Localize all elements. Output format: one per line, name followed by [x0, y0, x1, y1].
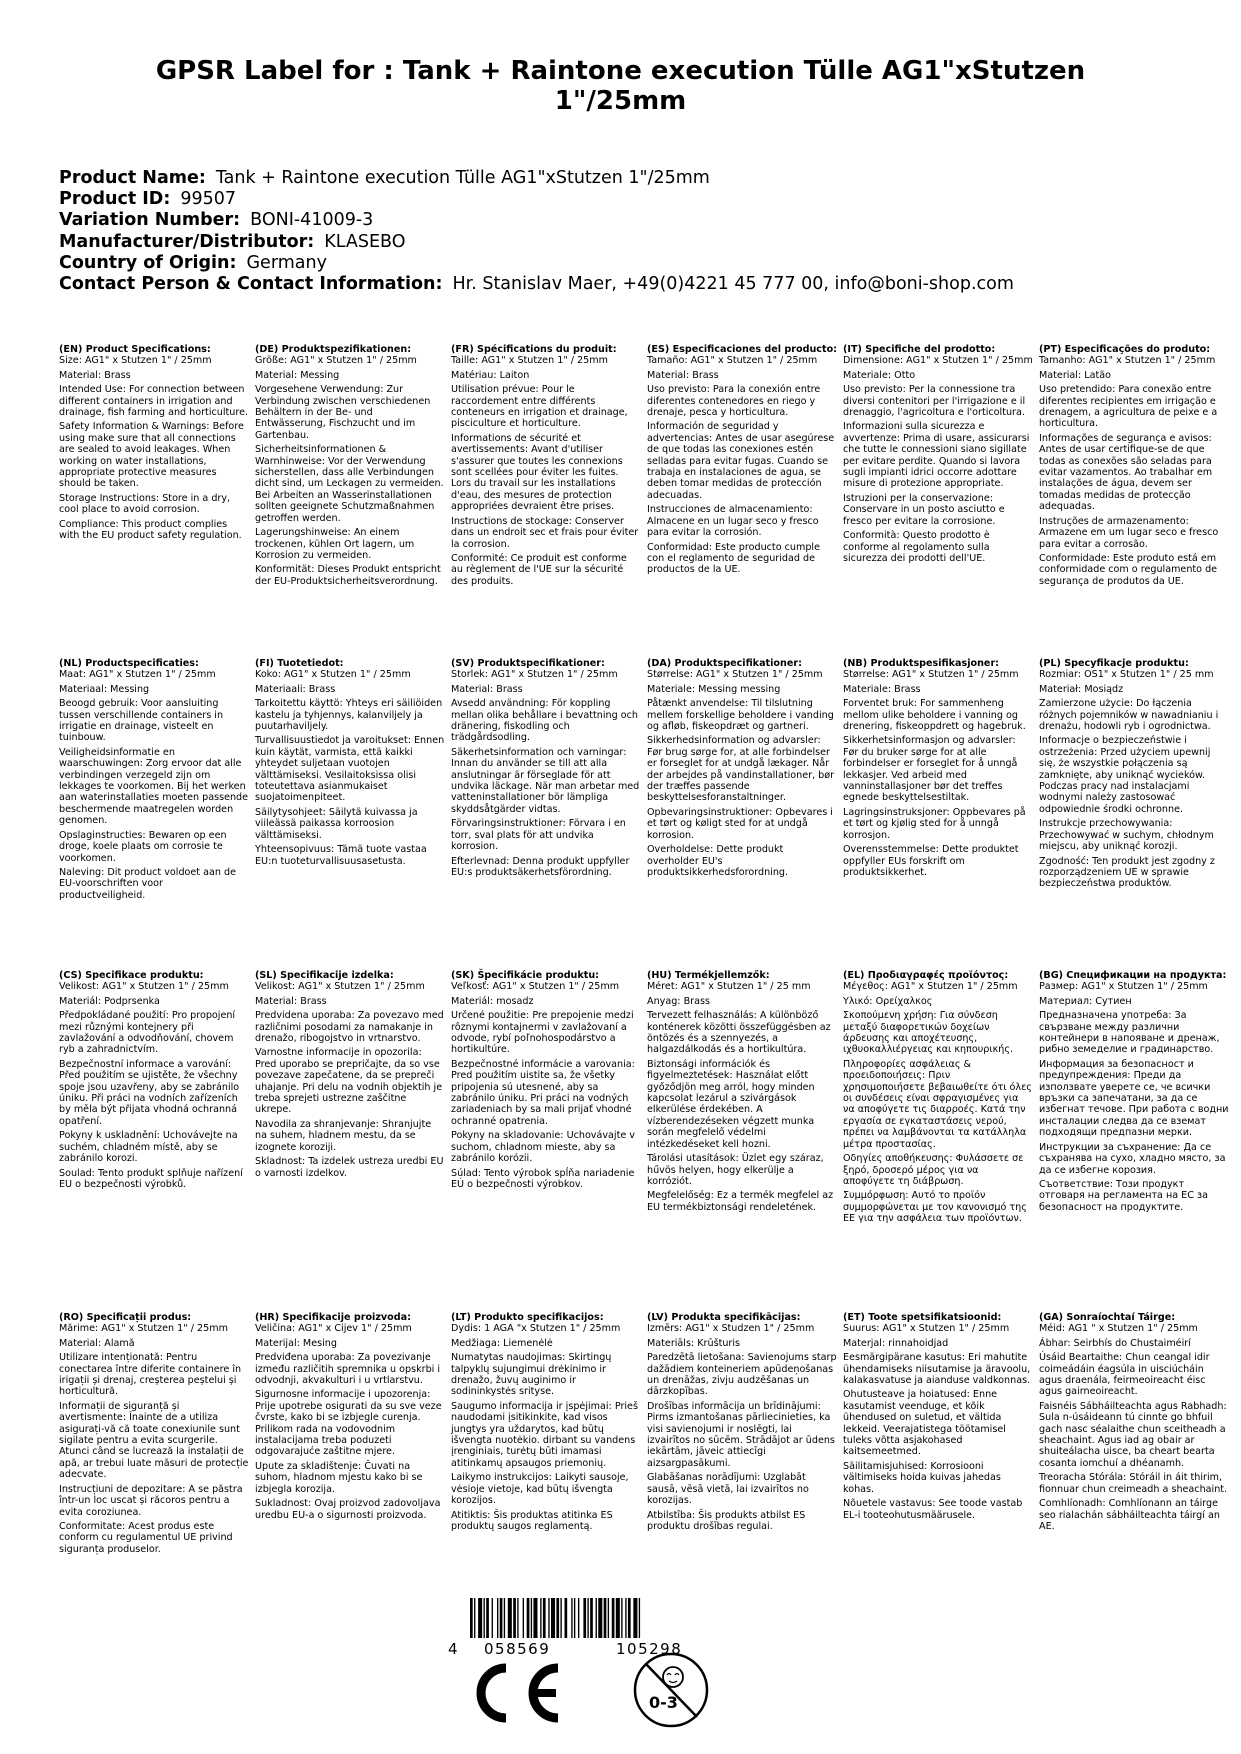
spec-section-heading: (IT) Specifiche del prodotto:: [843, 344, 996, 355]
spec-section: [843, 658, 1033, 881]
spec-section-text: Megfelelőség: Ez a termék megfelel az EU termékbiztonsági rendeletének.: [647, 1190, 834, 1213]
spec-section-text: Bezpečnostné informácie a varovania: Pred použitím uistite sa, že všetky pripojenia sú utesnené, aby sa zabránilo úniku. Pri práci na vodných zariadeniach by sa mali prijať vhodné ochranné opatrenia.: [451, 1058, 635, 1127]
spec-section-text: Lagringsinstruksjoner: Oppbevares på et tørt og kjølig sted for å unngå korrosjon.: [843, 806, 1026, 841]
spec-section-heading: (SK) Špecifikácie produktu:: [451, 970, 600, 981]
spec-section-text: Navodila za shranjevanje: Shranjujte na suhem, hladnem mestu, da se izognete koroziji.: [255, 1118, 432, 1153]
spec-section-text: Eesmärgipärane kasutus: Eri mahutite ühendamiseks niisutamise ja äravoolu, kalakasvatuse ja aianduse valdkonnas.: [843, 1352, 1031, 1387]
spec-section: [647, 970, 837, 1216]
barcode-bar: [560, 1598, 561, 1638]
spec-section-heading: (LT) Produkto specifikacijos:: [451, 1312, 604, 1323]
spec-section-heading: (NB) Produktspesifikasjoner:: [843, 658, 1000, 669]
spec-section: [647, 1312, 837, 1535]
spec-section-heading: (RO) Specificații produs:: [59, 1312, 192, 1323]
spec-section-heading: (HR) Specifikacije proizvoda:: [255, 1312, 411, 1323]
spec-section-text: Turvallisuustiedot ja varoitukset: Ennen kuin käytät, varmista, että kaikki yhteydet suljetaan vuotojen välttämiseksi. Vesilaitoksissa olisi toteutettava asianmukaiset suojatoimenpiteet.: [255, 735, 445, 804]
spec-section-text: Инструкции за съхранение: Да се съхранява на сухо, хладно място, за да се избегне корозия.: [1039, 1141, 1226, 1176]
spec-section: [843, 344, 1033, 567]
barcode-bar: [590, 1598, 593, 1638]
spec-section-text: Storage Instructions: Store in a dry, cool place to avoid corrosion.: [59, 492, 231, 516]
spec-section: [59, 344, 249, 545]
page-title: GPSR Label for : Tank + Raintone execution Tülle AG1"xStutzen 1"/25mm: [155, 56, 1086, 116]
spec-section-text: Veličina: AG1" x Cijev 1" / 25mm: [255, 1323, 412, 1335]
spec-section-heading: (PL) Specyfikacje produktu:: [1039, 658, 1189, 669]
barcode-bar: [578, 1598, 579, 1638]
spec-section-text: Υλικό: Ορείχαλκος: [843, 995, 933, 1007]
barcode-bar: [527, 1598, 530, 1638]
barcode-bar: [574, 1598, 575, 1638]
spec-section-text: Οδηγίες αποθήκευσης: Φυλάσσετε σε ξηρό, δροσερό μέρος για να αποφύγετε τη διάβρωση.: [843, 1153, 1024, 1187]
spec-section-text: Lagerungshinweise: An einem trockenen, kühlen Ort lagern, um Korrosion zu vermeiden.: [255, 527, 415, 561]
barcode-bar: [508, 1598, 512, 1638]
spec-section-text: Izmērs: AG1" x Studzen 1" / 25mm: [647, 1323, 815, 1335]
spec-section: [451, 344, 641, 590]
spec-section-text: Material: Brass: [255, 995, 327, 1007]
spec-section-heading: (SL) Specifikacije izdelka:: [255, 970, 394, 981]
spec-section-text: Sikkerhedsinformation og advarsler: Før brug sørge for, at alle forbindelser er forseglet for at undgå lækager. Når der arbejdes på vandinstallationer, bør der træffes passende beskyttelsesforanstaltninger.: [647, 735, 835, 804]
spec-section-text: Uso previsto: Per la connessione tra diversi contenitori per l'irrigazione e il drenaggio, l'agricoltura e l'orticoltura.: [843, 384, 1026, 419]
spec-section-text: Úsáid Beartaithe: Chun ceangal idir coimeádáin éagsúla in uisciúcháin agus draenála, feirmeoireacht éisc agus gairneoireacht.: [1039, 1352, 1210, 1398]
spec-section-text: Materiál: Podprsenka: [59, 995, 160, 1007]
spec-section: [647, 658, 837, 881]
spec-section-text: Σκοπούμενη χρήση: Για σύνδεση μεταξύ διαφορετικών δοχείων άρδευσης και αποχέτευσης, ιχθυοκαλλιέργειας και κηπουρικής.: [843, 1010, 1014, 1056]
spec-section-text: Intended Use: For connection between different containers in irrigation and drainage, fish farming and horticulture.: [59, 384, 249, 419]
spec-section-text: Materijal: Mesing: [255, 1337, 337, 1349]
barcode-bar: [587, 1598, 588, 1638]
spec-section-text: Materiaal: Messing: [59, 683, 150, 695]
spec-section-text: Uso pretendido: Para conexão entre diferentes recipientes em irrigação e drenagem, a agricultura de peixe e a horticultura.: [1039, 384, 1218, 430]
spec-section-text: Numatytas naudojimas: Skirtingų talpyklų sujungimui drėkinimo ir drenažo, žuvų auginimo ir sodininkystės srityse.: [451, 1352, 612, 1398]
spec-section-text: Material: Messing: [255, 369, 340, 381]
spec-section-text: Conformitate: Acest produs este conform cu regulamentul UE privind siguranța produselor.: [59, 1520, 233, 1555]
spec-section-text: Vorgesehene Verwendung: Zur Verbindung zwischen verschiedenen Behältern in der Be- und Entwässerung, Fischzucht und im Gartenbau.: [255, 384, 431, 441]
spec-section-text: Size: AG1" x Stutzen 1" / 25mm: [59, 355, 212, 367]
barcode-bar: [598, 1598, 602, 1638]
spec-section-heading: (FI) Tuotetiedot:: [255, 658, 344, 669]
spec-section-text: Förvaringsinstruktioner: Förvara i en torr, sval plats för att undvika korrosion.: [451, 818, 626, 853]
spec-section-text: Materiaali: Brass: [255, 683, 336, 695]
info-row-product-name: Product Name: Tank + Raintone execution Tülle AG1"xStutzen 1"/25mm: [59, 168, 710, 188]
spec-section: [843, 970, 1033, 1228]
spec-section-text: Biztonsági információk és figyelmeztetések: Használat előtt győződjön meg arról, hogy minden kapcsolat lezárul a szivárgások elkerülése érdekében. A vízberendezéseken végzett munka során megfelelő védelmi intézkedéseket kell hozni.: [647, 1058, 815, 1150]
spec-section-text: Información de seguridad y advertencias: Antes de usar asegúrese de que todas las conexiones estén selladas para evitar fugas. Cuando se trabaja en instalaciones de agua, se deben tomar medidas de protección adecuadas.: [647, 421, 835, 501]
spec-section-text: Conformidad: Este producto cumple con el reglamento de seguridad de productos de la UE.: [647, 541, 820, 576]
spec-section-text: Tarkoitettu käyttö: Yhteys eri säiliöiden kastelu ja tyhjennys, kalanviljely ja puutarhaviljely.: [255, 698, 443, 733]
spec-section-text: Medžiaga: Liemenėlė: [451, 1337, 553, 1349]
spec-section: [255, 658, 445, 870]
spec-section-text: Méret: AG1" x Stutzen 1" / 25 mm: [647, 981, 811, 993]
spec-section-text: Instrucțiuni de depozitare: A se păstra într-un loc uscat și răcoros pentru a evita coroziunea.: [59, 1483, 243, 1518]
spec-section-text: Soulad: Tento produkt splňuje nařízení EU o bezpečnosti výrobků.: [59, 1167, 243, 1190]
spec-section-text: Efterlevnad: Denna produkt uppfyller EU:s produktsäkerhetsförordning.: [451, 855, 630, 878]
spec-section-text: Størrelse: AG1" x Stutzen 1" / 25mm: [843, 669, 1019, 681]
spec-section-text: Ábhar: Seirbhís do Chustaiméirí: [1039, 1337, 1191, 1349]
barcode-bar: [484, 1598, 485, 1638]
spec-section-heading: (SV) Produktspecifikationer:: [451, 658, 605, 669]
spec-section-text: Material: Latão: [1039, 369, 1111, 381]
spec-section-heading: (DE) Produktspezifikationen:: [255, 344, 412, 355]
spec-section-text: Veiligheidsinformatie en waarschuwingen: Zorg ervoor dat alle verbindingen verzegeld zijn om lekkages te voorkomen. Bij het werken aan waterinstallaties moeten passende beschermende maatregelen worden genomen.: [59, 746, 249, 827]
spec-section-text: Conformità: Questo prodotto è conforme al regolamento sulla sicurezza dei prodotti dell'UE.: [843, 530, 990, 564]
spec-section-text: Sigurnosne informacije i upozorenja: Prije upotrebe osigurati da su sve veze čvrste, kako bi se izbjegle curenja. Prilikom rada na vodovodnim instalacijama treba poduzeti odgovarajuće zaštitne mjere.: [255, 1389, 442, 1458]
spec-section-heading: (FR) Spécifications du produit:: [451, 344, 617, 355]
spec-section-text: Safety Information & Warnings: Before using make sure that all connections are sealed to avoid leakages. When working on water installations, appropriate protective measures should be taken.: [59, 421, 244, 490]
spec-section-text: Compliance: This product complies with the EU product safety regulation.: [59, 518, 242, 542]
barcode-bar: [571, 1598, 572, 1638]
barcode-bar: [531, 1598, 532, 1638]
spec-section-heading: (EN) Product Specifications:: [59, 344, 211, 355]
spec-section-text: Velikost: AG1" x Stutzen 1" / 25mm: [255, 981, 425, 993]
spec-section-text: Sicherheitsinformationen & Warnhinweise: Vor der Verwendung sicherstellen, dass alle Verbindungen dicht sind, um Leckagen zu vermeiden. Bei Arbeiten an Wasserinstallationen sollten geeignete Schutzmaßnahmen getroffen werden.: [255, 444, 444, 524]
spec-section-text: Informazioni sulla sicurezza e avvertenze: Prima di usare, assicurarsi che tutte le connessioni siano sigillate per evitare perdite. Quando si lavora sugli impianti idrici occorre adottare misure di protezione appropriate.: [843, 421, 1030, 490]
spec-section-text: Predviđena uporaba: Za povezivanje između različitih spremnika u opskrbi i odvodnji, akvakulturi i u vrtlarstvu.: [255, 1352, 441, 1387]
spec-section-heading: (NL) Productspecificaties:: [59, 658, 199, 669]
spec-section-text: Velikost: AG1" x Stutzen 1" / 25mm: [59, 981, 229, 993]
spec-section-text: Bezpečnostní informace a varování: Před použitím se ujistěte, že všechny spoje jsou uzavřeny, aby se zabránilo úniku. Při práci na vodních zařízeních by měla být přijata vhodná ochranná opatření.: [59, 1058, 240, 1127]
barcode-bar: [470, 1598, 473, 1638]
spec-section-text: Tamaño: AG1" x Stutzen 1" / 25mm: [647, 355, 818, 367]
spec-section-text: Matériau: Laiton: [451, 369, 530, 381]
spec-section-text: Beoogd gebruik: Voor aansluiting tussen verschillende containers in irrigatie en drainage, visteelt en tuinbouw.: [59, 698, 224, 744]
spec-section-text: Størrelse: AG1" x Stutzen 1" / 25mm: [647, 669, 823, 681]
spec-section-text: Informações de segurança e avisos: Antes de usar certifique-se de que todas as conexões são seladas para evitar vazamentos. Ao trabalhar em instalações de água, devem ser tomadas medidas de protecção adequadas.: [1039, 432, 1213, 513]
spec-section-text: Predvidena uporaba: Za povezavo med različnimi posodami za namakanje in drenažo, ribogojstvo in vrtnarstvo.: [255, 1010, 444, 1045]
spec-section-text: Информация за безопасност и предупреждения: Преди да използвате уверете се, че всички връзки са запечатани, за да се избегнат течове. При работа с водни инсталации следва да се вземат подходящи предпазни мерки.: [1039, 1058, 1229, 1139]
spec-section-text: Conformidade: Este produto está em conformidade com o regulamento de segurança de produtos da UE.: [1039, 552, 1218, 587]
spec-section-text: Zamierzone użycie: Do łączenia różnych pojemników w nawadnianiu i drenażu, hodowli ryb i ogrodnictwa.: [1039, 698, 1219, 733]
spec-section-text: Nõuetele vastavus: See toode vastab EL-i tooteohutusmäärusele.: [843, 1498, 1023, 1521]
barcode-bar: [596, 1598, 597, 1638]
spec-section-text: Предназначена употреба: За свързване между различни контейнери в напояване и дренаж, рибно земеделие и градинарство.: [1039, 1010, 1220, 1056]
spec-section-text: Rozmiar: OS1" x Stutzen 1" / 25 mm: [1039, 669, 1214, 681]
barcode-bar: [513, 1598, 516, 1638]
spec-section-text: Avsedd användning: För koppling mellan olika behållare i bevattning och dränering, fiskodling och trädgårdsodling.: [451, 698, 638, 744]
spec-section-heading: (ES) Especificaciones del producto:: [647, 344, 838, 355]
barcode-bar: [474, 1598, 475, 1638]
spec-section-heading: (BG) Спецификации на продукта:: [1039, 970, 1227, 981]
spec-section-heading: (PT) Especificações do produto:: [1039, 344, 1211, 355]
spec-section: [255, 1312, 445, 1524]
spec-section-text: Opbevaringsinstruktioner: Opbevares i et tørt og køligt sted for at undgå korrosion.: [647, 806, 833, 841]
spec-section-text: Suurus: AG1" x Stutzen 1" / 25mm: [843, 1323, 1010, 1335]
spec-section-text: Instructions de stockage: Conserver dans un endroit sec et frais pour éviter la corrosion.: [451, 515, 639, 550]
spec-section-text: Material: Brass: [647, 369, 719, 381]
spec-section-text: Storlek: AG1" x Stutzen 1" / 25mm: [451, 669, 618, 681]
spec-section-text: Treoracha Stórála: Stóráil in áit thirim, fionnuar chun creimeadh a sheachaint.: [1039, 1472, 1228, 1495]
spec-section-text: Dimensione: AG1" x Stutzen 1" / 25mm: [843, 355, 1033, 367]
spec-section-text: Istruzioni per la conservazione: Conservare in un posto asciutto e fresco per evitare la corrosione.: [843, 492, 1005, 527]
age-warning-text: 0-3: [649, 1693, 678, 1712]
spec-section-text: Materjal: rinnahoidjad: [843, 1337, 949, 1349]
spec-section-text: Overensstemmelse: Dette produktet oppfyller EUs forskrift om produktsikkerhet.: [843, 844, 1019, 878]
spec-section-text: Předpokládané použití: Pro propojení mezi různými kontejnery při zavlažování a odvodňování, chovem ryb a zahradnictvím.: [59, 1010, 236, 1056]
barcode: [448, 1598, 720, 1658]
barcode-bar: [616, 1598, 620, 1638]
barcode-bar: [633, 1598, 637, 1638]
spec-section-text: Instrukcje przechowywania: Przechowywać w suchym, chłodnym miejscu, aby uniknąć korozji.: [1039, 818, 1214, 853]
spec-section-text: Instrucciones de almacenamiento: Almacene en un lugar seco y fresco para evitar la corrosión.: [647, 504, 819, 539]
info-row-variation-number: Variation Number: BONI-41009-3: [59, 210, 374, 231]
spec-section-text: Zgodność: Ten produkt jest zgodny z rozporządzeniem UE w sprawie bezpieczeństwa produktów.: [1039, 855, 1215, 890]
spec-section: [451, 658, 641, 881]
barcode-bar: [612, 1598, 615, 1638]
ce-mark-icon: [458, 1660, 568, 1726]
spec-section: [1039, 970, 1229, 1216]
spec-section-text: Съответствие: Този продукт отговаря на регламента на ЕС за безопасност на продуктите.: [1039, 1178, 1208, 1213]
spec-section-heading: (ET) Toote spetsifikatsioonid:: [843, 1312, 1002, 1323]
barcode-bar: [504, 1598, 505, 1638]
spec-section-text: Размер: AG1" x Stutzen 1" / 25mm: [1039, 981, 1208, 993]
barcode-bar: [492, 1598, 493, 1638]
spec-section-text: Faisnéis Sábháilteachta agus Rabhadh: Sula n-úsáideann tú cinnte go bhfuil gach nasc séalaithe chun sceitheadh a sheachaint. Agus iad ag obair ar shuiteálacha uisce, ba cheart bearta cosanta iomchuí a dhéanamh.: [1039, 1400, 1227, 1469]
spec-section: [451, 970, 641, 1193]
spec-section-text: Säilytysohjeet: Säilytä kuivassa ja viileässä paikassa korroosion välttämiseksi.: [255, 806, 418, 841]
spec-section-text: Informations de sécurité et avertissements: Avant d'utiliser s'assurer que toutes les connexions sont scellées pour éviter les fuites. Lors du travail sur les installations d'eau, des mesures de protection appropriées devraient être prises.: [451, 432, 623, 513]
spec-section-text: Saugumo informacija ir įspėjimai: Prieš naudodami įsitikinkite, kad visos jungtys yra uždarytos, kad būtų išvengta nuotėkio. dirbant su vandens įrenginiais, turėtų būti imamasi atitinkamų apsaugos priemonių.: [451, 1400, 638, 1469]
spec-section-text: Informacje o bezpieczeństwie i ostrzeżenia: Przed użyciem upewnij się, że wszystkie połączenia są zamknięte, aby uniknąć wycieków. Podczas pracy nad instalacjami wodnymi należy zastosować odpowiednie środki ochronne.: [1039, 735, 1211, 815]
spec-section-text: Anyag: Brass: [647, 995, 710, 1007]
spec-section: [59, 658, 249, 904]
spec-section: [1039, 1312, 1229, 1535]
spec-section-text: Laikymo instrukcijos: Laikyti sausoje, vėsioje vietoje, kad būtų išvengta korozijos.: [451, 1472, 629, 1507]
barcode-bar: [478, 1598, 482, 1638]
barcode-group-2: 105298: [616, 1640, 683, 1658]
spec-section-text: Varnostne informacije in opozorila: Pred uporabo se prepričajte, da so vse povezave zapečatene, da se prepreči uhajanje. Pri delu na vodnih objektih je treba sprejeti ustrezne zaščitne ukrepe.: [255, 1047, 443, 1116]
spec-section-text: Naleving: Dit product voldoet aan de EU-voorschriften voor productveiligheid.: [59, 866, 236, 901]
spec-section-text: Material: Brass: [451, 683, 523, 695]
info-row-contact: Contact Person & Contact Information: Hr. Stanislav Maer, +49(0)4221 45 777 00, info@boni-shop.com: [59, 274, 1014, 295]
spec-section-text: Glabāšanas norādījumi: Uzglabāt sausā, vēsā vietā, lai izvairītos no korozijas.: [647, 1472, 809, 1507]
spec-section-text: Materiale: Messing messing: [647, 683, 781, 695]
spec-section: [255, 970, 445, 1182]
spec-section-text: Größe: AG1" x Stutzen 1" / 25mm: [255, 355, 417, 367]
barcode-bar: [608, 1598, 609, 1638]
spec-section-text: Material: Alamă: [59, 1337, 135, 1349]
spec-section-heading: (EL) Προδιαγραφές προϊόντος:: [843, 970, 1009, 981]
barcode-bar: [486, 1598, 489, 1638]
spec-section-text: Súlad: Tento výrobok spĺňa nariadenie EÚ o bezpečnosti výrobkov.: [451, 1167, 635, 1190]
spec-section-text: Tamanho: AG1" x Stutzen 1" / 25mm: [1039, 355, 1216, 367]
spec-section-text: Dydis: 1 AGA "x Stutzen 1" / 25mm: [451, 1323, 621, 1335]
spec-section-text: Tárolási utasítások: Üzlet egy száraz, hűvös helyen, hogy elkerülje a korróziót.: [647, 1153, 824, 1187]
spec-section-text: Säkerhetsinformation och varningar: Innan du använder se till att alla anslutningar är förseglade för att undvika läckage. När man arbetar med vatteninstallationer bör lämpliga skyddsåtgärder vidtas.: [451, 746, 640, 815]
barcode-bar: [533, 1598, 537, 1638]
barcode-group-1: 058569: [484, 1640, 551, 1658]
spec-section-text: Pokyny na skladovanie: Uchovávajte v suchom, chladnom mieste, aby sa zabránilo korózii.: [451, 1130, 635, 1165]
spec-section-text: Materiale: Otto: [843, 369, 916, 381]
info-row-manufacturer: Manufacturer/Distributor: KLASEBO: [59, 231, 406, 252]
barcode-bar: [548, 1598, 549, 1638]
spec-section-text: Sikkerhetsinformasjon og advarsler: Før du bruker sørge for at alle forbindelser er forseglet for å unngå lekkasjer. Ved arbeid med vanninstallasjoner bør det treffes egnede beskyttelsestiltak.: [843, 735, 1018, 804]
spec-section-text: Konformität: Dieses Produkt entspricht der EU-Produktsicherheitsverordnung.: [255, 564, 441, 587]
barcode-bar: [540, 1598, 541, 1638]
spec-section: [255, 344, 445, 590]
spec-section-text: Sukladnost: Ovaj proizvod zadovoljava uredbu EU-a o sigurnosti proizvoda.: [255, 1498, 441, 1521]
barcode-bar: [621, 1598, 622, 1638]
spec-section-text: Ohutusteave ja hoiatused: Enne kasutamist veenduge, et kõik ühendused on suletud, et vältida lekkeid. Veerajatistega töötamisel tuleks võtta asjakohased kaitsemeetmed.: [843, 1389, 1006, 1458]
barcode-bar: [556, 1598, 559, 1638]
spec-section-text: Conformité: Ce produit est conforme au règlement de l'UE sur la sécurité des produits.: [451, 552, 627, 587]
spec-section-text: Materiál: mosadz: [451, 995, 534, 1007]
spec-section-text: Πληροφορίες ασφάλειας & προειδοποιήσεις: Πριν χρησιμοποιήσετε βεβαιωθείτε ότι όλες οι συνδέσεις είναι σφραγισμένες για να αποφύγετε τις διαρροές. Κατά την εργασία σε εγκαταστάσεις νερού, πρέπει να λαμβάνονται τα κατάλληλα μέτρα προστασίας.: [843, 1058, 1032, 1150]
spec-section: [843, 1312, 1033, 1524]
barcode-bar: [551, 1598, 555, 1638]
product-info: [59, 168, 1014, 295]
barcode-bar: [583, 1598, 586, 1638]
spec-section: [59, 1312, 249, 1558]
spec-section-text: Tervezett felhasználás: A különböző konténerek közötti összefüggésben az öntözés és a szennyezés, a halgazdálkodás és a hortikultúra.: [647, 1010, 831, 1056]
barcode-bar: [523, 1598, 524, 1638]
barcode-bar: [543, 1598, 546, 1638]
spec-section: [451, 1312, 641, 1535]
spec-section-text: Yhteensopivuus: Tämä tuote vastaa EU:n tuoteturvallisuusasetusta.: [255, 844, 427, 867]
spec-section-heading: (HU) Termékjellemzők:: [647, 970, 770, 981]
age-warning-icon: [631, 1650, 711, 1730]
spec-section-text: Skladnost: Ta izdelek ustreza uredbi EU o varnosti izdelkov.: [255, 1156, 444, 1179]
spec-section-text: Overholdelse: Dette produkt overholder EU's produktsikkerhedsforordning.: [647, 844, 789, 878]
spec-section-text: Maat: AG1" x Stutzen 1" / 25mm: [59, 669, 216, 681]
barcode-bar: [625, 1598, 626, 1638]
spec-section-heading: (LV) Produkta specifikācijas:: [647, 1312, 801, 1323]
barcode-bar: [604, 1598, 607, 1638]
spec-section-text: Påtænkt anvendelse: Til tilslutning mellem forskellige beholdere i vanding og afløb, fiskeopdræt og gartneri.: [647, 698, 834, 733]
spec-section-text: Instruções de armazenamento: Armazene em um lugar seco e fresco para evitar a corrosão.: [1039, 515, 1219, 550]
spec-section-text: Atbilstība: Šis produkts atbilst ES produktu drošības regulai.: [647, 1509, 806, 1532]
spec-section: [1039, 344, 1229, 590]
spec-section-text: Material: Brass: [59, 369, 131, 381]
spec-section-text: Materiāls: Krūšturis: [647, 1337, 741, 1349]
spec-section-text: Utilisation prévue: Pour le raccordement entre différents conteneurs en irrigation et drainage, pisciculture et horticulture.: [451, 384, 628, 430]
info-row-country: Country of Origin: Germany: [59, 252, 327, 273]
spec-section-text: Koko: AG1" x Stutzen 1" / 25mm: [255, 669, 411, 681]
barcode-bar: [497, 1598, 498, 1638]
spec-section-text: Mărime: AG1" x Stutzen 1" / 25mm: [59, 1323, 228, 1335]
spec-section-text: Materiał: Mosiądz: [1039, 683, 1124, 695]
spec-section-text: Comhlíonadh: Comhlíonann an táirge seo rialachán sábháilteachta táirgí an AE.: [1039, 1498, 1220, 1532]
spec-section-text: Upute za skladištenje: Čuvati na suhom, hladnom mjestu kako bi se izbjegla korozija.: [255, 1460, 423, 1495]
spec-section: [647, 344, 837, 579]
spec-section-text: Utilizare intenționată: Pentru conectarea între diferite containere în irigații și drenaj, creșterea peștelui și horticultură.: [59, 1352, 242, 1398]
spec-section-heading: (CS) Specifikace produktu:: [59, 970, 204, 981]
spec-section-text: Méid: AG1 " x Stutzen 1" / 25mm: [1039, 1323, 1198, 1335]
barcode-bar: [565, 1598, 568, 1638]
spec-section-text: Určené použitie: Pre prepojenie medzi rôznymi kontajnermi v zavlažovaní a odvode, rybí poľnohospodárstvo a hortikultúre.: [451, 1010, 634, 1056]
spec-section-text: Säilitamisjuhised: Korrosiooni vältimiseks hoida kuivas jahedas kohas.: [843, 1460, 1001, 1495]
spec-section-text: Forventet bruk: For sammenheng mellom ulike beholdere i vanning og drenering, fiskeoppdrett og hagebruk.: [843, 698, 1026, 733]
barcode-bar: [517, 1598, 518, 1638]
spec-section-text: Informații de siguranță și avertismente: Înainte de a utiliza asigurați-vă că toate conexiunile sunt sigilate pentru a evita scurgerile. Atunci când se lucrează la instalații de apă, ar trebui luate măsuri de protecție adecvate.: [59, 1400, 249, 1481]
info-row-product-id: Product ID: 99507: [59, 189, 237, 210]
spec-section-text: Συμμόρφωση: Αυτό το προϊόν συμμορφώνεται με τον κανονισμό της ΕΕ για την ασφάλεια των προϊόντων.: [843, 1190, 1027, 1225]
spec-section-text: Pokyny k uskladnění: Uchovávejte na suchém, chladném místě, aby se zabránilo korozi.: [59, 1130, 238, 1165]
spec-section: [1039, 658, 1229, 893]
spec-section-text: Atitiktis: Šis produktas atitinka ES produktų saugos reglamentą.: [451, 1509, 613, 1532]
spec-section-text: Paredzētā lietošana: Savienojums starp dažādiem konteineriem apūdeņošanas un drenāžas, zivju audzēšanas un dārzkopības.: [647, 1352, 837, 1398]
spec-section: [59, 970, 249, 1193]
spec-section-heading: (GA) Sonraíochtaí Táirge:: [1039, 1312, 1176, 1323]
spec-section-text: Μέγεθος: AG1" x Stutzen 1" / 25mm: [843, 981, 1018, 993]
spec-section-text: Материал: Сутиен: [1039, 995, 1132, 1007]
spec-section-text: Taille: AG1" x Stutzen 1" / 25mm: [451, 355, 608, 367]
barcode-bar: [639, 1598, 640, 1638]
barcode-prefix: 4: [448, 1640, 458, 1658]
barcode-bar: [628, 1598, 631, 1638]
spec-section-text: Opslaginstructies: Bewaren op een droge, koele plaats om corrosie te voorkomen.: [59, 829, 227, 864]
spec-section-heading: (DA) Produktspecifikationer:: [647, 658, 802, 669]
spec-section-text: Drošības informācija un brīdinājumi: Pirms izmantošanas pārliecinieties, ka visi savienojumi ir noslēgti, lai izvairītos no sūcēm. Strādājot ar ūdens iekārtām, jāveic attiecīgi aizsargpasākumi.: [647, 1400, 835, 1469]
spec-section-text: Materiale: Brass: [843, 683, 921, 695]
spec-section-text: Uso previsto: Para la conexión entre diferentes contenedores en riego y drenaje, pesca y horticultura.: [647, 384, 821, 419]
barcode-bar: [500, 1598, 503, 1638]
spec-section-text: Veľkosť: AG1" x Stutzen 1" / 25mm: [451, 981, 620, 993]
